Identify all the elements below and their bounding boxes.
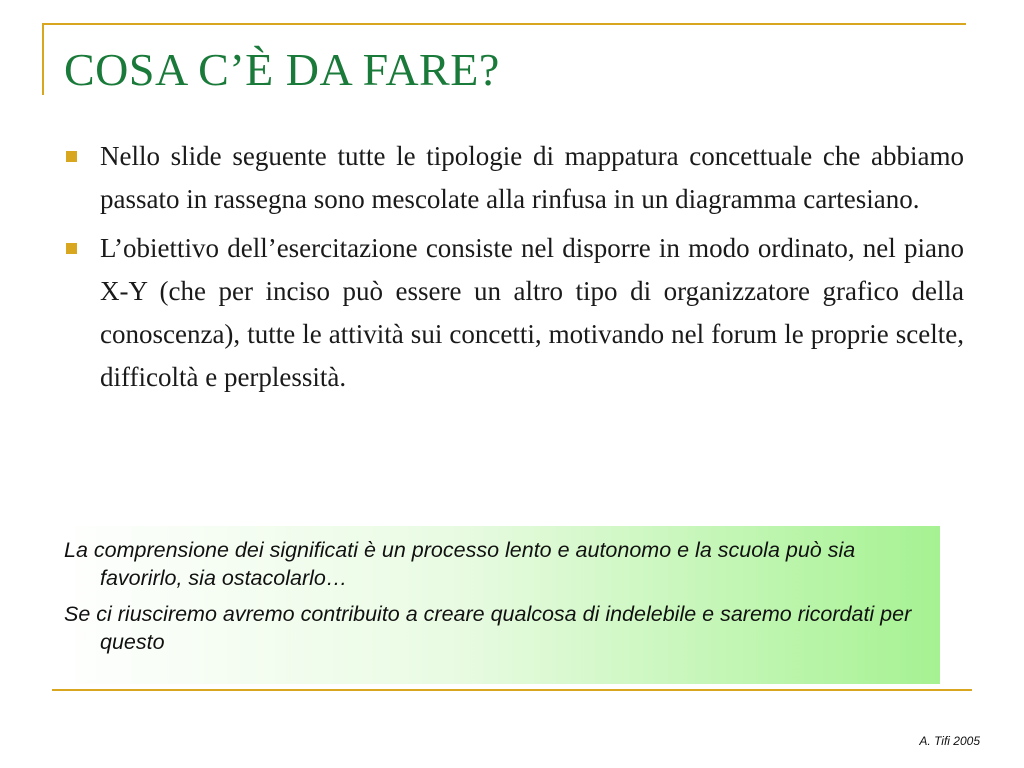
bullet-item [62, 135, 964, 221]
slide-title: COSA C’È DA FARE? [64, 44, 500, 95]
quote-box [52, 526, 940, 684]
author-footer: A. Tifi 2005 [919, 734, 980, 748]
square-bullet-icon [66, 243, 77, 254]
left-border-line [42, 23, 44, 95]
quote-line: Se ci riusciremo avremo contribuito a creare qualcosa di indelebile e saremo ricordati per questo [64, 602, 912, 654]
square-bullet-icon [66, 151, 77, 162]
quote-line: La comprensione dei significati è un processo lento e autonomo e la scuola può sia favorirlo, sia ostacolarlo… [64, 538, 856, 590]
bullet-text: Nello slide seguente tutte le tipologie di mappatura concettuale che abbiamo passato in rassegna sono mescolate alla rinfusa in un diagramma cartesiano. [100, 141, 964, 214]
bottom-border-line [52, 689, 972, 691]
top-border-line [42, 23, 966, 25]
bullet-list [62, 135, 964, 405]
bullet-item [62, 227, 964, 399]
bullet-text: L’obiettivo dell’esercitazione consiste nel disporre in modo ordinato, nel piano X-Y (che per inciso può essere un altro tipo di organizzatore grafico della conoscenza), tutte le attività sui concetti, motivando nel forum le proprie scelte, difficoltà e perplessità. [100, 233, 964, 392]
